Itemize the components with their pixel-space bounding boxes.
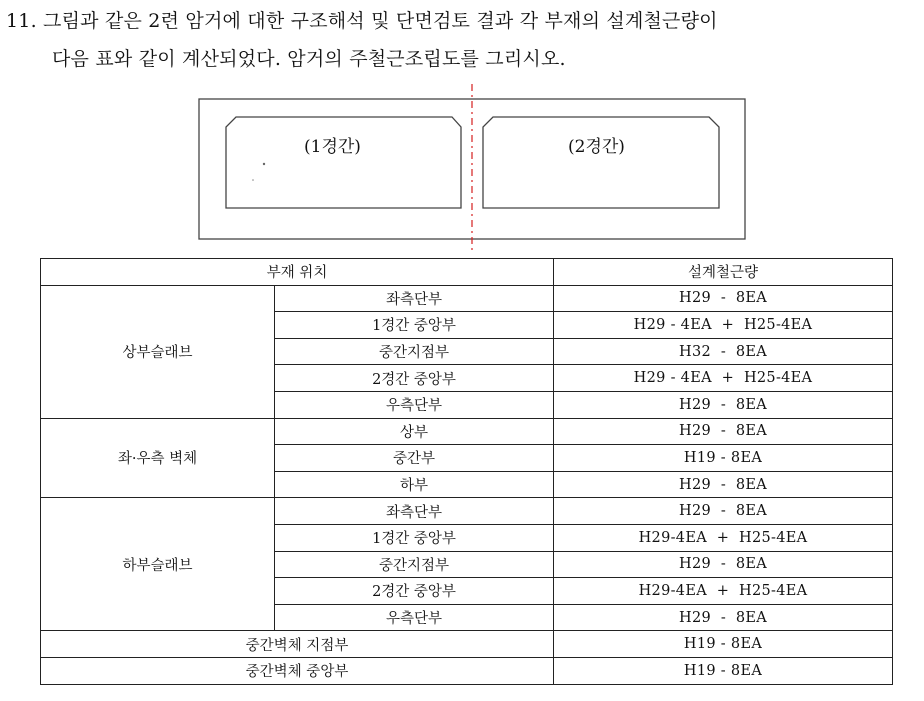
position-cell: 상부 — [275, 418, 554, 445]
question-text-line-1: 11. 그림과 같은 2련 암거에 대한 구조해석 및 단면검토 결과 각 부재의 설계철근량이 — [6, 10, 718, 32]
rebar-cell: H19 - 8EA — [554, 445, 893, 472]
table-row — [41, 657, 893, 684]
span1-opening — [226, 117, 461, 208]
position-cell: 좌측단부 — [275, 285, 554, 312]
rebar-cell: H29 - 4EA + H25-4EA — [554, 312, 893, 339]
rebar-cell: H19 - 8EA — [554, 631, 893, 658]
rebar-cell: H29 - 8EA — [554, 551, 893, 578]
position-cell: 1경간 중앙부 — [275, 524, 554, 551]
rebar-cell: H29 - 8EA — [554, 391, 893, 418]
group-name: 좌·우측 벽체 — [41, 418, 275, 498]
rebar-cell: H29-4EA + H25-4EA — [554, 524, 893, 551]
position-cell: 중간지점부 — [275, 551, 554, 578]
span1-label: (1경간) — [304, 137, 361, 157]
member-cell: 중간벽체 중앙부 — [41, 657, 554, 684]
rebar-cell: H29 - 8EA — [554, 471, 893, 498]
question-text-line-2: 다음 표와 같이 계산되었다. 암거의 주철근조립도를 그리시오. — [52, 48, 566, 70]
header-member-position: 부재 위치 — [41, 259, 554, 286]
rebar-cell: H29-4EA + H25-4EA — [554, 578, 893, 605]
position-cell: 우측단부 — [275, 604, 554, 631]
position-cell: 2경간 중앙부 — [275, 365, 554, 392]
rebar-cell: H29 - 8EA — [554, 604, 893, 631]
table-row — [41, 631, 893, 658]
rebar-table — [40, 258, 893, 685]
group-name: 상부슬래브 — [41, 285, 275, 418]
speck — [252, 179, 254, 181]
rebar-cell: H29 - 8EA — [554, 498, 893, 525]
position-cell: 우측단부 — [275, 391, 554, 418]
culvert-cross-section — [198, 84, 746, 254]
rebar-cell: H19 - 8EA — [554, 657, 893, 684]
rebar-cell: H29 - 4EA + H25-4EA — [554, 365, 893, 392]
culvert-figure — [198, 84, 746, 254]
group-name: 하부슬래브 — [41, 498, 275, 631]
table-row — [41, 418, 893, 445]
speck — [263, 163, 265, 165]
table-row — [41, 498, 893, 525]
member-cell: 중간벽체 지점부 — [41, 631, 554, 658]
position-cell: 2경간 중앙부 — [275, 578, 554, 605]
rebar-cell: H29 - 8EA — [554, 418, 893, 445]
header-design-rebar: 설계철근량 — [554, 259, 893, 286]
position-cell: 중간지점부 — [275, 338, 554, 365]
rebar-cell: H29 - 8EA — [554, 285, 893, 312]
position-cell: 하부 — [275, 471, 554, 498]
table-row — [41, 285, 893, 312]
position-cell: 1경간 중앙부 — [275, 312, 554, 339]
span2-opening — [483, 117, 719, 208]
position-cell: 좌측단부 — [275, 498, 554, 525]
position-cell: 중간부 — [275, 445, 554, 472]
rebar-cell: H32 - 8EA — [554, 338, 893, 365]
table-header-row — [41, 259, 893, 286]
span2-label: (2경간) — [568, 137, 625, 157]
